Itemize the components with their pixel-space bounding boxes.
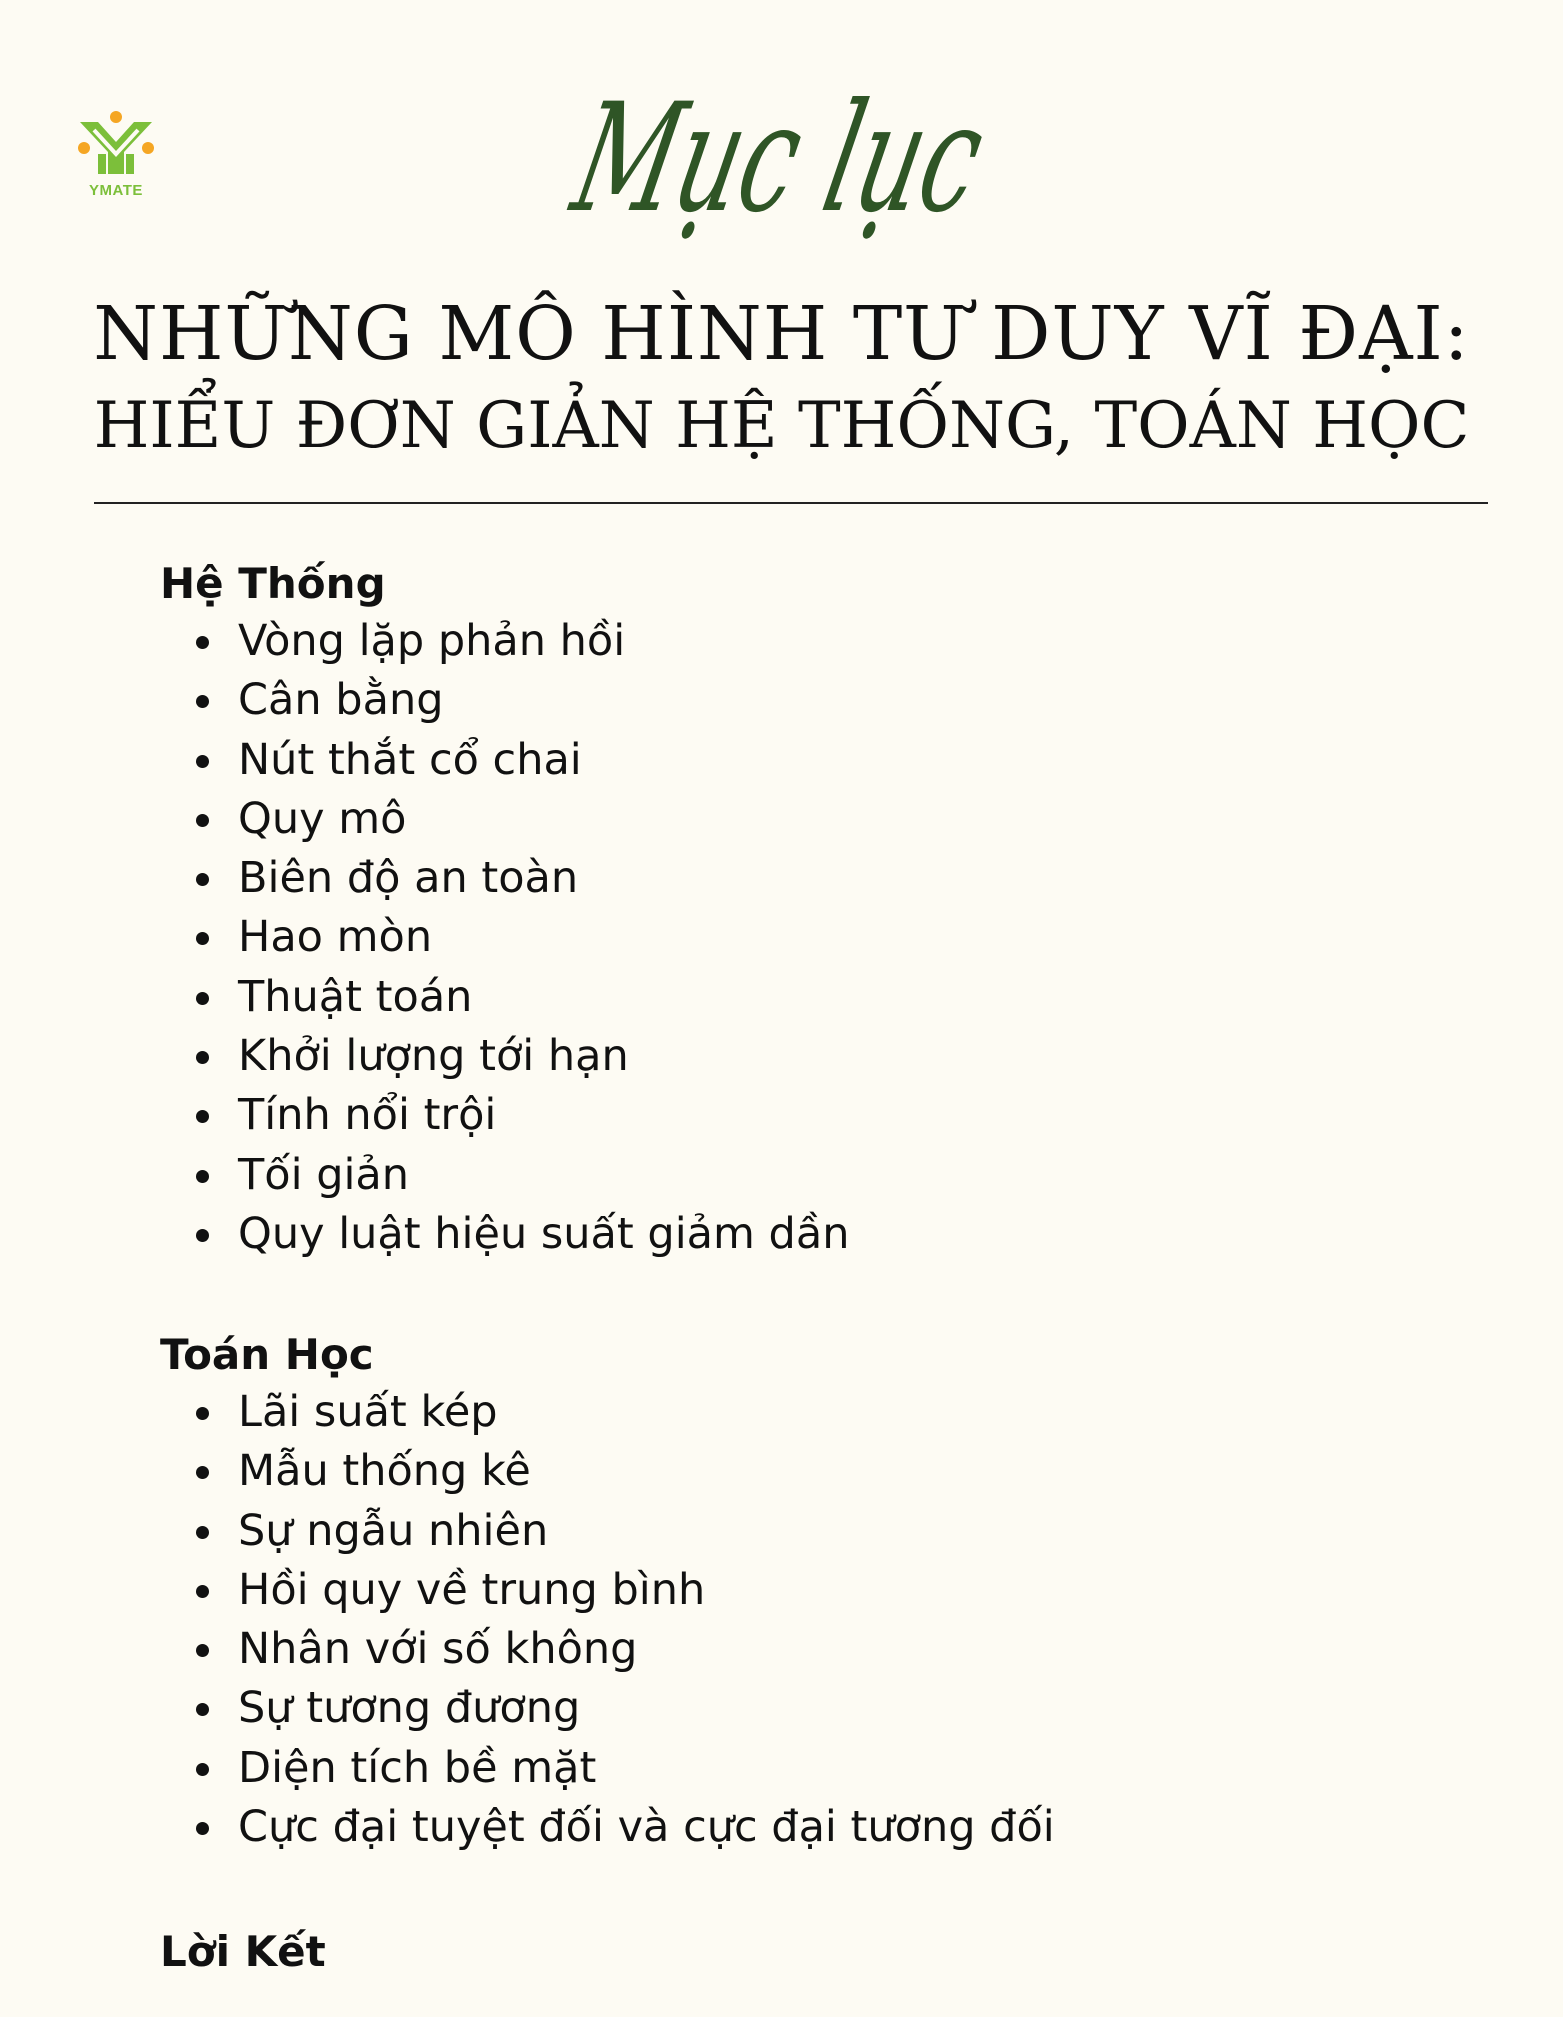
- section-heading[interactable]: Hệ Thống: [160, 559, 386, 608]
- bullet-icon: [196, 1822, 209, 1835]
- bullet-icon: [196, 695, 209, 708]
- bullet-icon: [196, 873, 209, 886]
- bullet-icon: [196, 1703, 209, 1716]
- bullet-icon: [196, 1644, 209, 1657]
- title-line-1: NHỮNG MÔ HÌNH TƯ DUY VĨ ĐẠI:: [93, 291, 1470, 377]
- script-title-text: Mục lục: [560, 70, 1209, 246]
- list-item[interactable]: Thuật toán: [160, 968, 849, 1027]
- list-item[interactable]: Cực đại tuyệt đối và cực đại tương đối: [160, 1798, 1055, 1857]
- list-item[interactable]: Nhân với số không: [160, 1620, 1055, 1679]
- bullet-icon: [196, 1229, 209, 1242]
- list-item[interactable]: Hao mòn: [160, 908, 849, 967]
- bullet-icon: [196, 1110, 209, 1123]
- bullet-icon: [196, 1170, 209, 1183]
- section-loi-ket: [160, 1924, 326, 1980]
- bullet-icon: [196, 1407, 209, 1420]
- script-title: [560, 60, 1209, 260]
- list-item[interactable]: Quy luật hiệu suất giảm dần: [160, 1205, 849, 1264]
- bullet-icon: [196, 755, 209, 768]
- section-heading[interactable]: Toán Học: [160, 1330, 374, 1379]
- list-item[interactable]: Tính nổi trội: [160, 1086, 849, 1145]
- bullet-icon: [196, 1466, 209, 1479]
- list-item[interactable]: Khởi lượng tới hạn: [160, 1027, 849, 1086]
- bullet-icon: [196, 1763, 209, 1776]
- bullet-icon: [196, 1526, 209, 1539]
- bullet-icon: [196, 1051, 209, 1064]
- logo-text: YMATE: [89, 182, 143, 199]
- list-item[interactable]: Mẫu thống kê: [160, 1442, 1055, 1501]
- list-item[interactable]: Tối giản: [160, 1146, 849, 1205]
- bullet-icon: [196, 636, 209, 649]
- title-line-2: HIỂU ĐƠN GIẢN HỆ THỐNG, TOÁN HỌC: [93, 389, 1470, 463]
- bullet-icon: [196, 814, 209, 827]
- section-he-thong: [160, 556, 849, 1264]
- bullet-icon: [196, 932, 209, 945]
- item-list: [160, 1383, 1055, 1857]
- ymate-logo-icon: [76, 108, 156, 180]
- document-title: [40, 286, 1523, 470]
- section-heading[interactable]: Lời Kết: [160, 1927, 326, 1976]
- list-item[interactable]: Cân bằng: [160, 671, 849, 730]
- list-item[interactable]: Sự ngẫu nhiên: [160, 1502, 1055, 1561]
- list-item[interactable]: Vòng lặp phản hồi: [160, 612, 849, 671]
- ymate-logo: [76, 108, 156, 204]
- bullet-icon: [196, 992, 209, 1005]
- list-item[interactable]: Lãi suất kép: [160, 1383, 1055, 1442]
- list-item[interactable]: Biên độ an toàn: [160, 849, 849, 908]
- list-item[interactable]: Diện tích bề mặt: [160, 1739, 1055, 1798]
- item-list: [160, 612, 849, 1264]
- bullet-icon: [196, 1585, 209, 1598]
- list-item[interactable]: Hồi quy về trung bình: [160, 1561, 1055, 1620]
- list-item[interactable]: Sự tương đương: [160, 1679, 1055, 1738]
- section-toan-hoc: [160, 1327, 1055, 1857]
- list-item[interactable]: Nút thắt cổ chai: [160, 731, 849, 790]
- list-item[interactable]: Quy mô: [160, 790, 849, 849]
- title-divider: [94, 502, 1488, 504]
